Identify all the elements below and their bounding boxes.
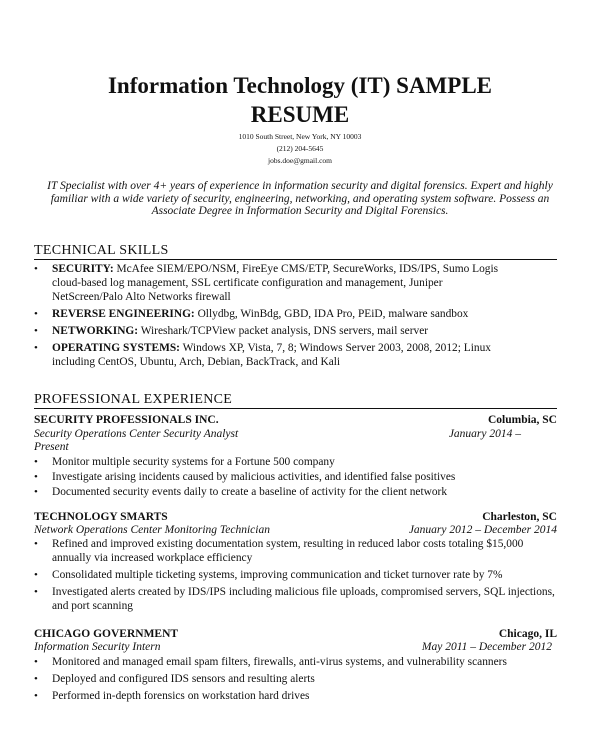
job-bullet-text: Consolidated multiple ticketing systems, improving communication and ticket turnover rate by 7% [52,569,503,581]
job-bullet [34,455,560,469]
job-role: Security Operations Center Security Analyst [34,428,239,440]
skill-text: Ollydbg, WinBdg, GBD, IDA Pro, PEiD, malware sandbox [194,308,469,320]
job-bullet [34,537,560,565]
section-heading-technical-skills: TECHNICAL SKILLS [34,243,557,260]
job-location: Chicago, IL [498,628,557,640]
job-bullets [34,655,560,703]
resume-title-line2: RESUME [250,102,350,127]
skill-label: NETWORKING: [52,325,139,337]
job-bullets [34,455,560,499]
job-bullet [34,689,560,703]
job-bullets [34,537,560,613]
job-location: Columbia, SC [487,414,557,426]
job-dates: January 2012 – December 2014 [408,524,557,536]
skill-text: including CentOS, Ubuntu, Arch, Debian, BackTrack, and Kali [52,356,341,368]
contact-email: jobs.doe@gmail.com [268,156,332,165]
summary-line-2: familiar with a wide variety of security, engineering, networking, and operating system software. Possess an [50,192,550,205]
job-bullet-text: Performed in-depth forensics on workstation hard drives [52,690,310,702]
job-dates: January 2014 – [448,428,521,440]
skill-item-networking [34,324,560,338]
job-bullet [34,470,560,484]
job-bullet-text: Deployed and configured IDS sensors and resulting alerts [52,673,315,685]
job-bullet [34,672,560,686]
job-bullet-text: Investigated alerts created by IDS/IPS including malicious file uploads, compromised servers, SQL injections, [52,586,555,598]
job-bullet [34,485,560,499]
skill-text: NetScreen/Palo Alto Networks firewall [52,291,231,303]
job-role: Network Operations Center Monitoring Technician [34,524,270,536]
skill-text: Wireshark/TCPView packet analysis, DNS servers, mail server [138,325,429,337]
contact-address: 1010 South Street, New York, NY 10003 [238,132,362,141]
skill-label: OPERATING SYSTEMS: [52,342,180,354]
summary-line-1: IT Specialist with over 4+ years of experience in information security and digital forensics. Expert and highly [47,180,553,192]
job-bullet-text: Investigate arising incidents caused by malicious activities, and identified false positives [52,471,456,483]
contact-phone: (212) 204-5645 [276,144,324,153]
job-company: SECURITY PROFESSIONALS INC. [34,414,219,426]
job-company: TECHNOLOGY SMARTS [34,511,168,523]
job-dates-end: Present [34,441,69,453]
skill-text: Windows XP, Vista, 7, 8; Windows Server 2003, 2008, 2012; Linux [179,342,491,354]
job-bullet [34,585,560,613]
resume-title-line1: Information Technology (IT) SAMPLE [107,73,492,98]
job-bullet-text: and port scanning [52,600,133,612]
skill-label: REVERSE ENGINEERING: [52,308,195,320]
job-dates: May 2011 – December 2012 [421,641,552,653]
job-bullet-text: Documented security events daily to create a baseline of activity for the client network [52,486,448,498]
job-role: Information Security Intern [34,641,161,653]
skills-list [34,262,560,369]
job-bullet-text: Refined and improved existing documentation system, resulting in reduced labor costs totaling $15,000 [52,538,524,550]
job-bullet-text: annually via increased workplace efficiency [52,552,253,564]
section-heading-professional-experience: PROFESSIONAL EXPERIENCE [34,392,557,409]
skill-label: SECURITY: [52,263,114,275]
summary-line-3: Associate Degree in Information Security and Digital Forensics. [151,205,449,217]
job-company: CHICAGO GOVERNMENT [34,628,179,640]
job-bullet-text: Monitor multiple security systems for a Fortune 500 company [52,456,335,468]
skill-item-reverse-engineering [34,307,560,321]
skill-text: McAfee SIEM/EPO/NSM, FireEye CMS/ETP, SecureWorks, IDS/IPS, Sumo Logis [113,263,499,275]
job-location: Charleston, SC [482,511,557,523]
job-bullet [34,655,560,669]
job-bullet-text: Monitored and managed email spam filters, firewalls, anti-virus systems, and vulnerability scanners [52,656,507,668]
skill-item-security [34,262,560,304]
skill-item-operating-systems [34,341,560,369]
job-bullet [34,568,560,582]
skill-text: cloud-based log management, SSL certificate configuration and management, Juniper [52,277,443,289]
